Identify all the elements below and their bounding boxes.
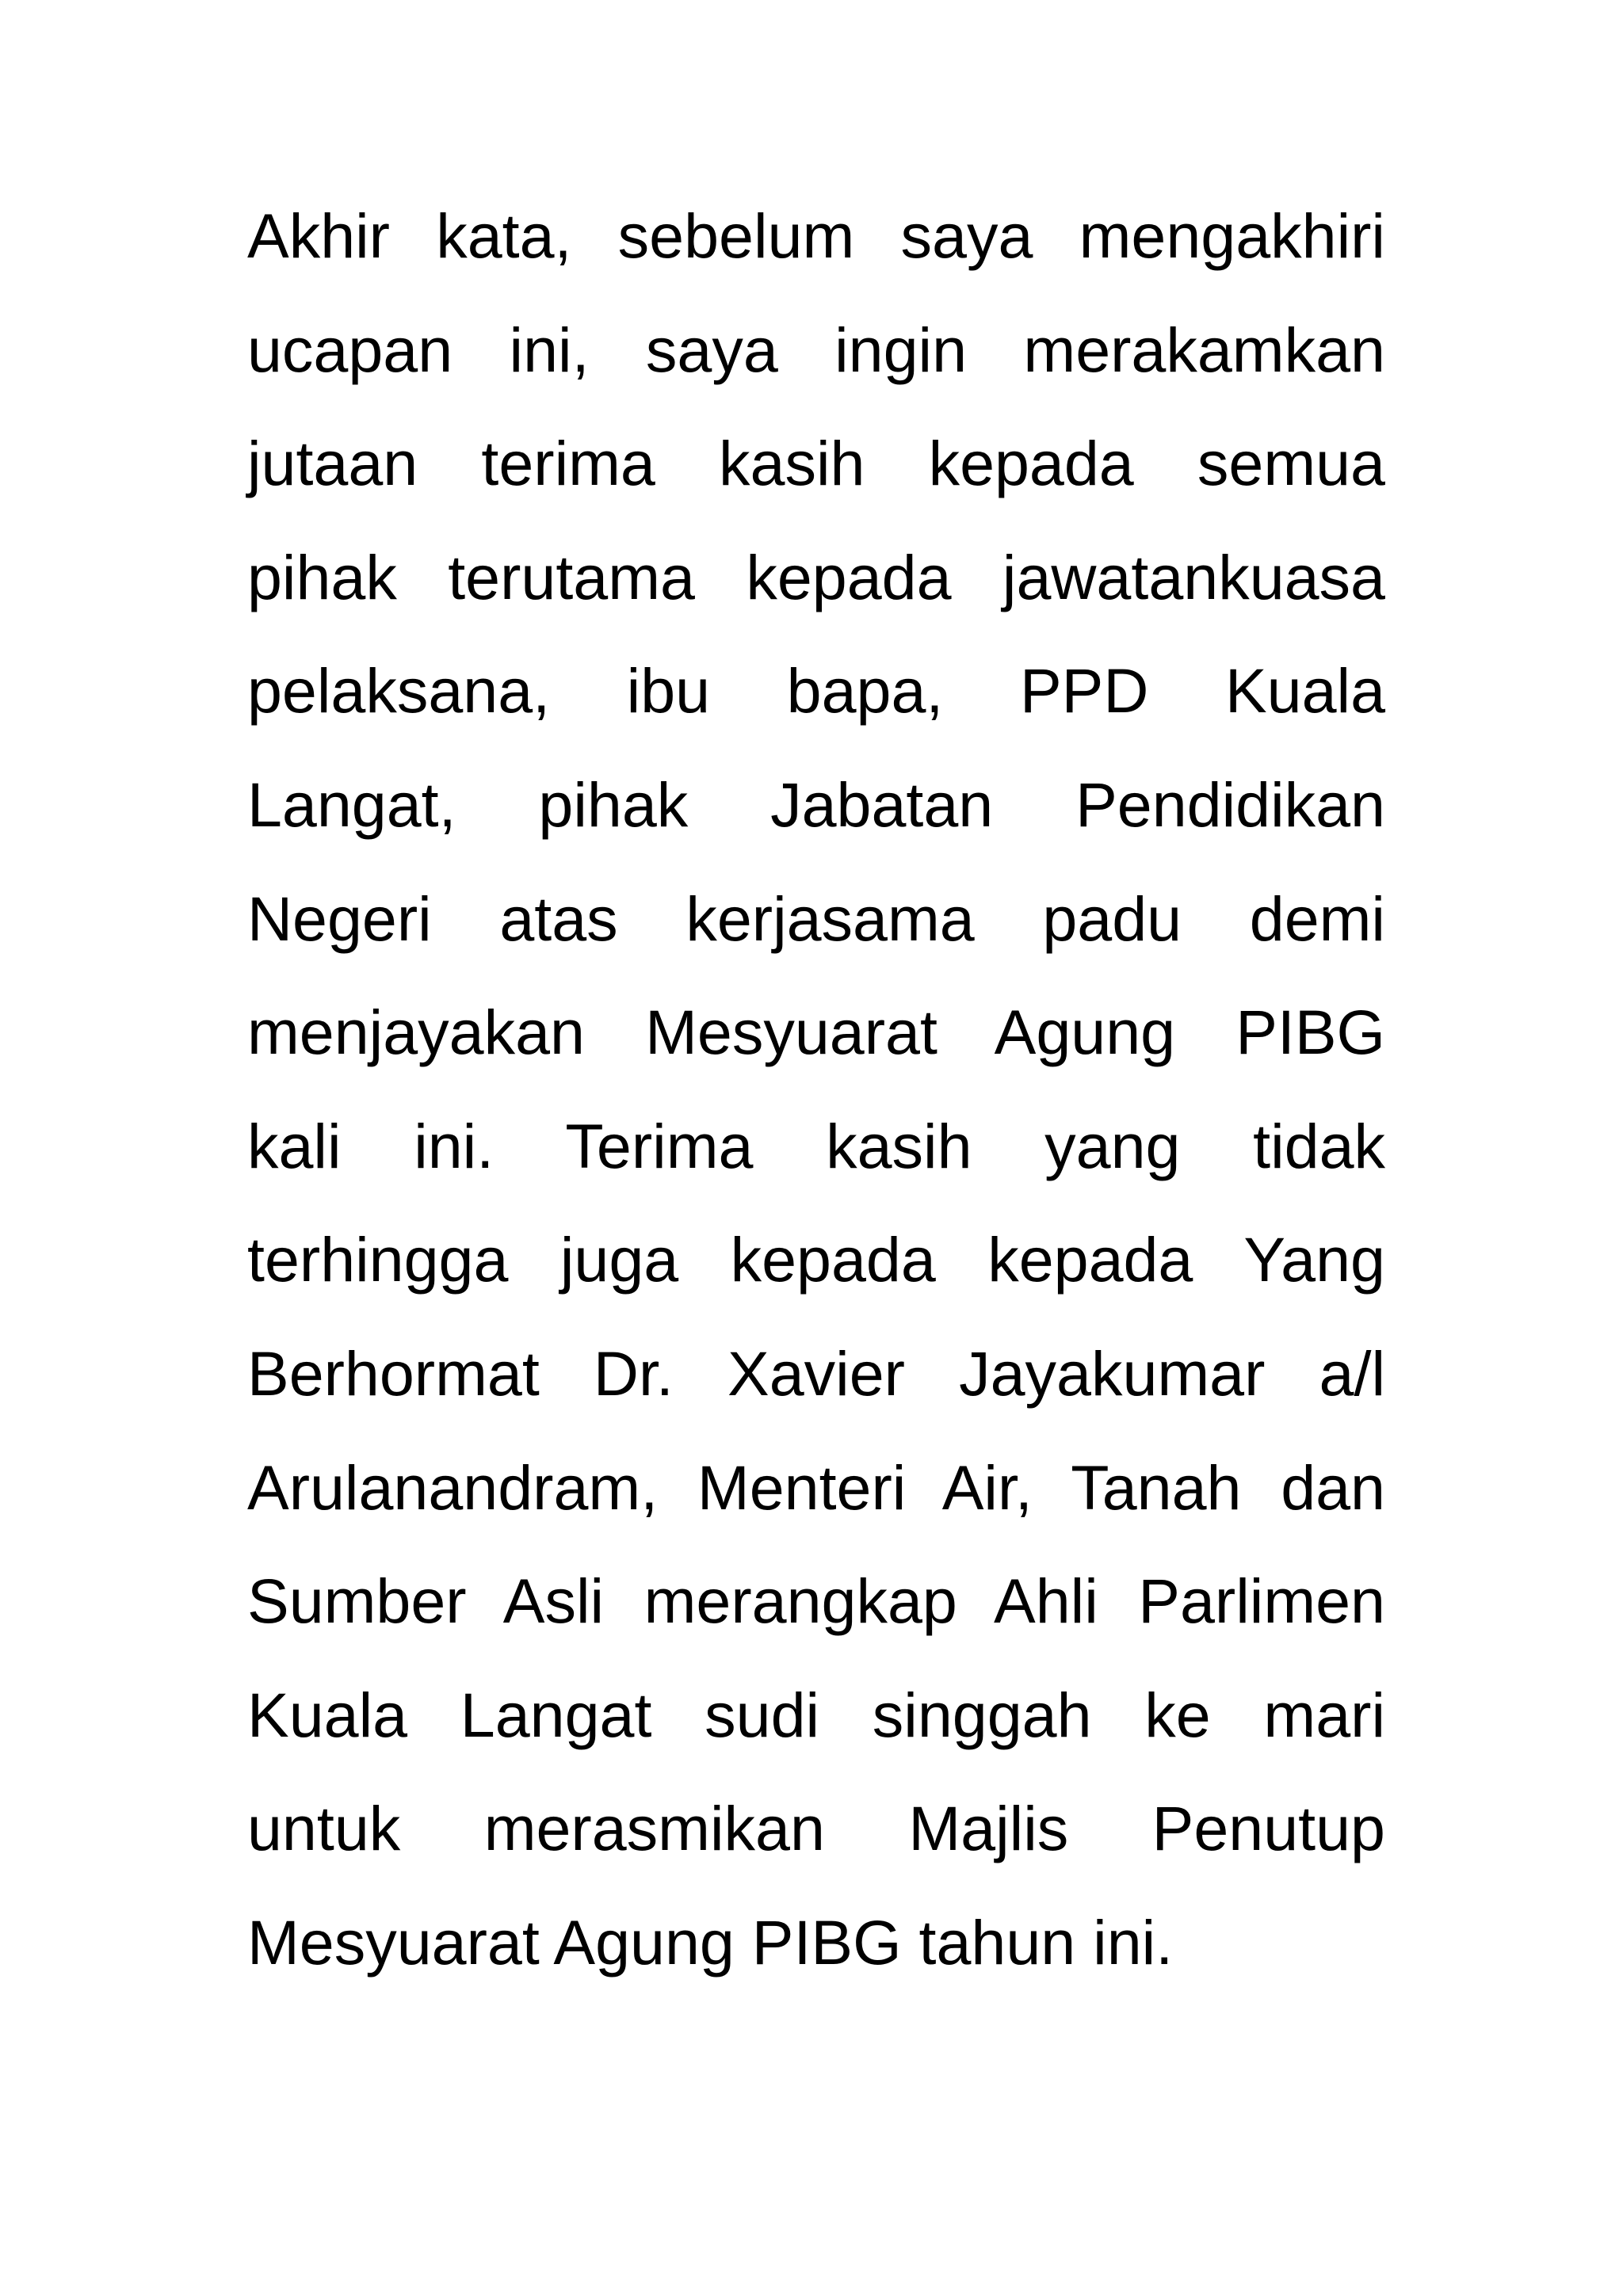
- text-line: pihak terutama kepada jawatankuasa: [247, 541, 1385, 612]
- text-line: pelaksana, ibu bapa, PPD Kuala: [247, 655, 1385, 727]
- text-line: Kuala Langat sudi singgah ke mari: [247, 1679, 1385, 1750]
- text-line: jutaan terima kasih kepada semua: [247, 428, 1385, 499]
- text-line: untuk merasmikan Majlis Penutup: [247, 1793, 1385, 1864]
- text-line: Akhir kata, sebelum saya mengakhiri: [247, 200, 1385, 271]
- text-line: Berhormat Dr. Xavier Jayakumar a/l: [247, 1337, 1385, 1409]
- text-line: Arulanandram, Menteri Air, Tanah dan: [247, 1451, 1385, 1523]
- text-line: kali ini. Terima kasih yang tidak: [247, 1110, 1385, 1181]
- text-line: menjayakan Mesyuarat Agung PIBG: [247, 997, 1385, 1068]
- closing-speech-paragraph: [247, 179, 1385, 2000]
- text-line: ucapan ini, saya ingin merakamkan: [247, 314, 1385, 385]
- text-line: Negeri atas kerjasama padu demi: [247, 883, 1385, 954]
- text-line: Langat, pihak Jabatan Pendidikan: [247, 769, 1385, 840]
- text-line: Sumber Asli merangkap Ahli Parlimen: [247, 1566, 1385, 1637]
- text-line: terhingga juga kepada kepada Yang: [247, 1224, 1385, 1295]
- text-line: Mesyuarat Agung PIBG tahun ini.: [247, 1906, 1174, 1978]
